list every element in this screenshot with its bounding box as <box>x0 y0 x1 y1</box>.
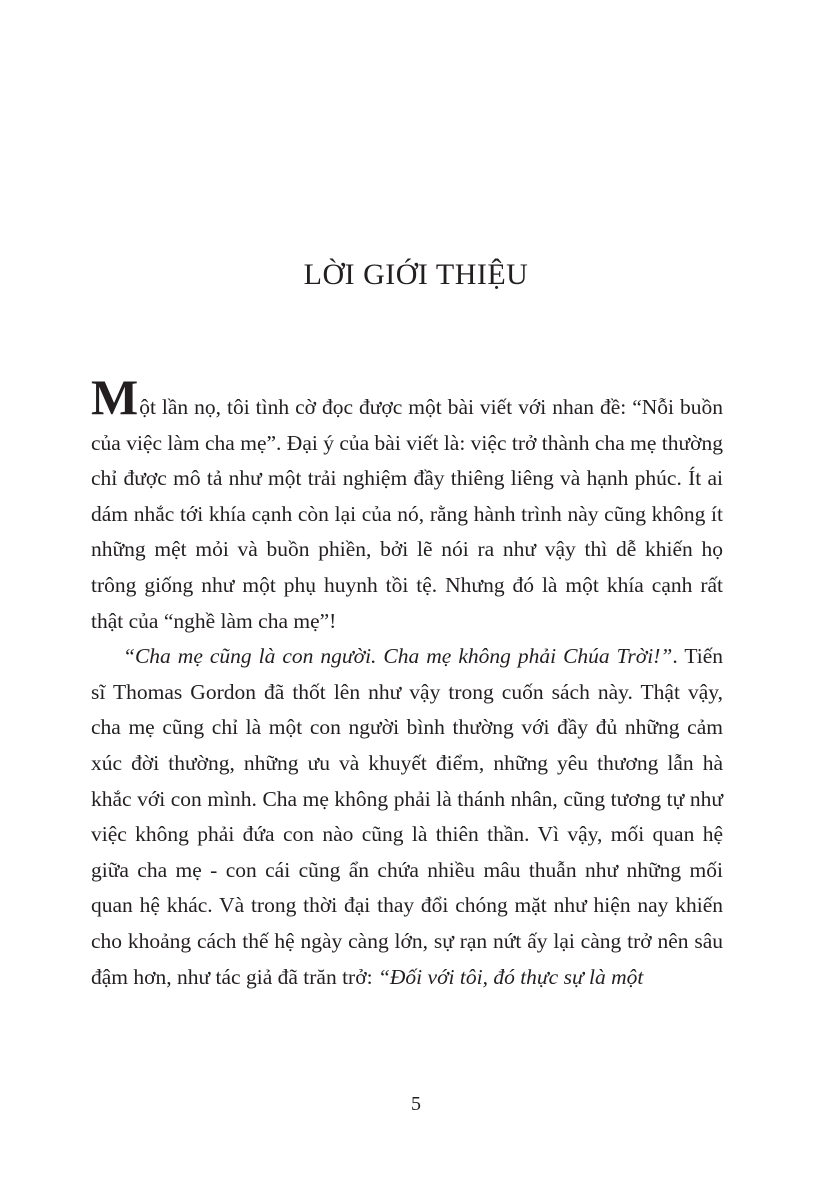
paragraph-2-end-quote: “Đối với tôi, đó thực sự là một <box>377 964 644 989</box>
page-number: 5 <box>411 1093 421 1115</box>
page-title: LỜI GIỚI THIỆU <box>303 258 529 291</box>
paragraph-2-text: . Tiến sĩ Thomas Gordon đã thốt lên như vậy trong cuốn sách này. Thật vậy, cha mẹ cũng chỉ là một con người bình thường với đầy đủ những cảm xúc đời thường, những ưu và khuyết điểm, những yêu thương lẫn hà khắc với con mình. Cha mẹ không phải là thánh nhân, cũng tương tự như việc không phải đứa con nào cũng là thiên thần. Vì vậy, mối quan hệ giữa cha mẹ - con cái cũng ẩn chứa nhiều mâu thuẫn như những mối quan hệ khác. Và trong thời đại thay đổi chóng mặt như hiện nay khiến cho khoảng cách thế hệ ngày càng lớn, sự rạn nứt ấy lại càng trở nên sâu đậm hơn, như tác giả đã trăn trở: <box>91 644 723 989</box>
body-text <box>91 369 723 995</box>
paragraph-1-text: ột lần nọ, tôi tình cờ đọc được một bài viết với nhan đề: “Nỗi buồn của việc làm cha mẹ”. Đại ý của bài viết là: việc trở thành cha mẹ thường chỉ được mô tả như một trải nghiệm đầy thiêng liêng và hạnh phúc. Ít ai dám nhắc tới khía cạnh còn lại của nó, rằng hành trình này cũng không ít những mệt mỏi và buồn phiền, bởi lẽ nói ra như vậy thì dễ khiến họ trông giống như một phụ huynh tồi tệ. Nhưng đó là một khía cạnh rất thật của “nghề làm cha mẹ”! <box>91 395 723 633</box>
paragraph-2 <box>91 639 723 995</box>
drop-cap: M <box>91 369 140 425</box>
paragraph-2-quote: “Cha mẹ cũng là con người. Cha mẹ không phải Chúa Trời!” <box>123 644 673 669</box>
paragraph-1 <box>91 369 723 639</box>
